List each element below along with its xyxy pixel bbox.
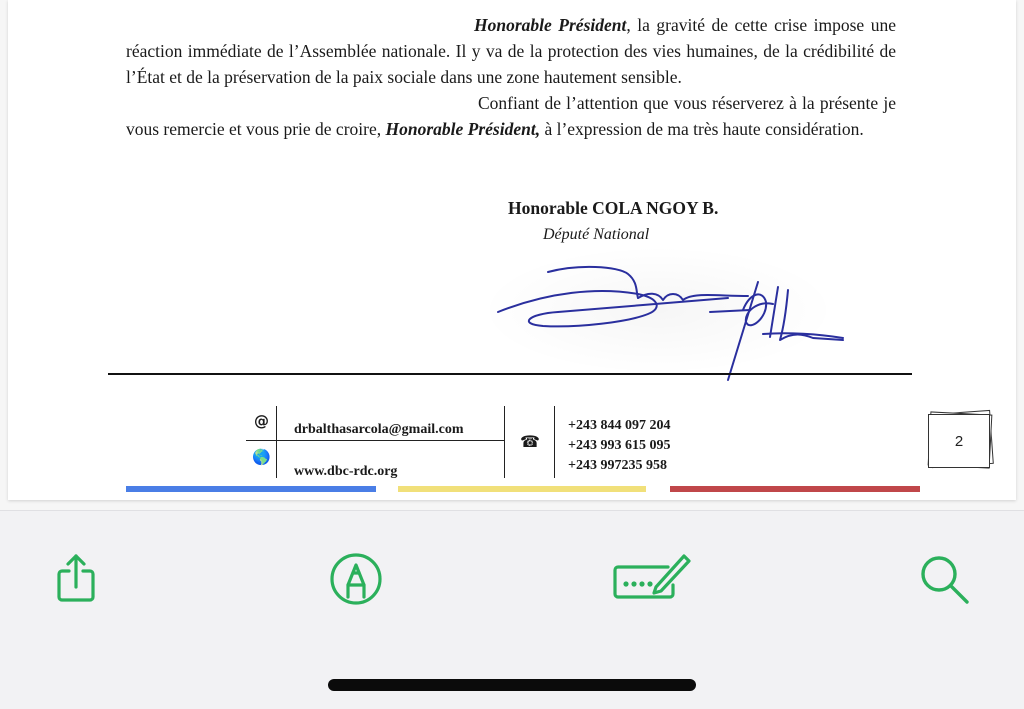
phone-number: +243 997235 958 (568, 458, 667, 473)
salutation-bold-2: Honorable Président, (385, 119, 541, 139)
contact-divider (504, 406, 505, 478)
page-number-badge: 2 (928, 414, 990, 468)
email-address: drbalthasarcola@gmail.com (294, 422, 464, 437)
footer-bar-red (670, 486, 920, 492)
handwritten-signature (488, 262, 848, 382)
share-button[interactable] (48, 551, 104, 607)
globe-icon: 🌎 (252, 448, 271, 466)
phone-icon: ☎ (520, 432, 540, 451)
signature-button[interactable] (612, 551, 692, 607)
search-button[interactable] (916, 551, 972, 607)
email-icon: @ (254, 412, 269, 430)
share-icon (48, 551, 104, 607)
signatory-name (508, 198, 718, 219)
letter-paragraph-1 (126, 12, 896, 90)
markup-button[interactable] (328, 551, 384, 607)
paragraph-2-start: Confiant de l’attention que vous réserverez à la présente je vous remercie et vous prie de croire, (126, 93, 896, 139)
home-indicator[interactable] (328, 679, 696, 691)
footer-bar-yellow (398, 486, 646, 492)
contact-divider (246, 440, 504, 441)
signatory-title: Député National (543, 226, 650, 243)
contact-divider (554, 406, 555, 478)
salutation-bold: Honorable Président (474, 15, 627, 35)
bottom-toolbar (0, 510, 1024, 709)
signature-icon (612, 551, 692, 607)
search-icon (916, 551, 972, 607)
contact-divider (276, 406, 277, 478)
phone-number: +243 993 615 095 (568, 438, 671, 453)
markup-pen-icon (328, 551, 384, 607)
footer-bar-blue (126, 486, 376, 492)
signatory-prefix: Honorable (508, 198, 593, 218)
signatory-name-text: COLA NGOY B. (592, 198, 719, 218)
letter-paragraph-2 (126, 90, 896, 142)
contact-block (238, 402, 708, 482)
document-page (8, 0, 1016, 500)
paragraph-1-text: , la gravité de cette crise impose une réaction immédiate de l’Assemblée nationale. Il y va de la protection des vies humaines, de la crédibilité de l’État et de la préservation de la paix sociale dans une zone hautement sensible. (126, 15, 896, 87)
paragraph-2-end: à l’expression de ma très haute considération. (540, 119, 864, 139)
website-address: www.dbc-rdc.org (294, 464, 398, 479)
phone-number: +243 844 097 204 (568, 418, 671, 433)
footer-divider (108, 373, 912, 375)
